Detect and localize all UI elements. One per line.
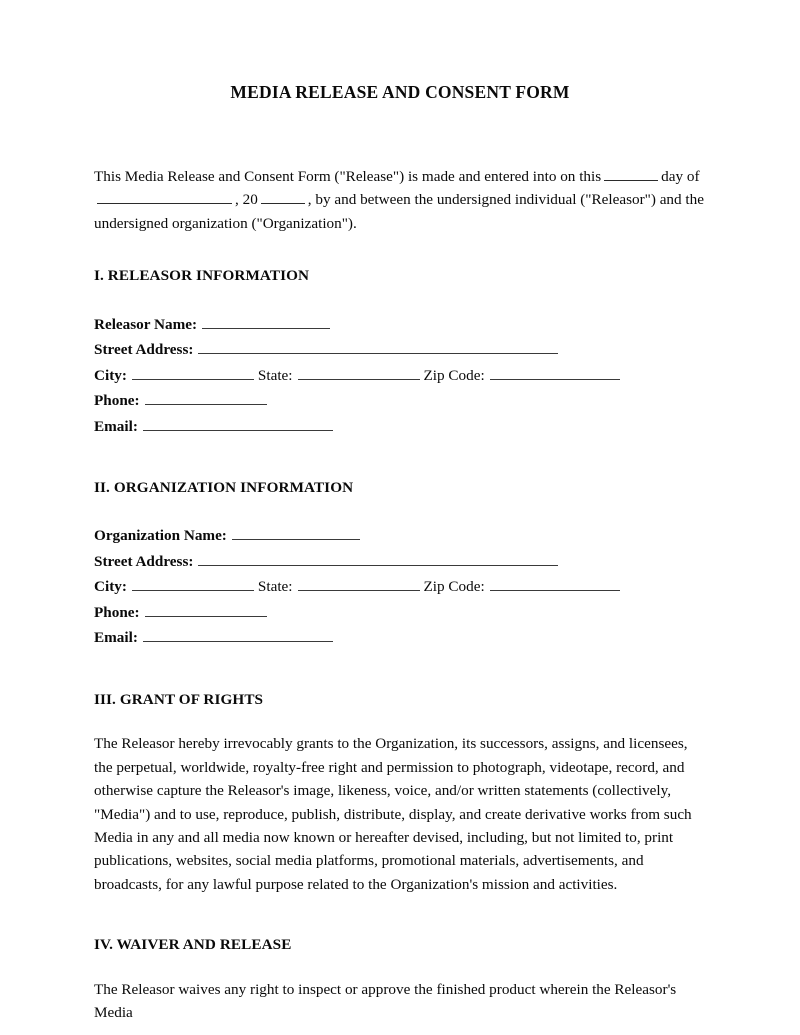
input-releasor-state[interactable] [298,367,420,380]
intro-paragraph [94,165,706,235]
input-releasor-email[interactable] [143,418,333,431]
intro-text-part1: This Media Release and Consent Form ("Release") is made and entered into on this [94,168,602,185]
input-organization-email[interactable] [143,630,333,643]
field-row-organization-city-state-zip [94,574,706,600]
field-row-releasor-street-address [94,337,706,363]
input-organization-phone[interactable] [145,604,267,617]
page-title: MEDIA RELEASE AND CONSENT FORM [230,82,570,102]
blank-day[interactable] [604,168,658,181]
field-label-releasor-city: City: [94,366,127,384]
field-row-organization-email [94,625,706,651]
releasor-information-fields [94,312,706,440]
field-label-organization-name: Organization Name: [94,527,227,544]
waiver-and-release-body: The Releasor waives any right to inspect or approve the finished product wherein the Releasor's Media [94,980,677,1022]
field-label-organization-phone: Phone: [94,603,140,621]
organization-information-fields [94,523,706,651]
field-row-organization-phone [94,600,706,626]
field-row-organization-street-address [94,549,706,575]
section-heading-waiver-and-release: IV. WAIVER AND RELEASE [94,936,292,954]
input-organization-street-address[interactable] [198,553,558,566]
input-organization-city[interactable] [132,578,254,591]
input-releasor-street-address[interactable] [198,341,558,354]
document-content [94,0,706,1024]
field-label-releasor-zip-code: Zip Code: [423,366,485,384]
field-label-releasor-name: Releasor Name: [94,315,198,333]
input-releasor-zip-code[interactable] [490,367,620,380]
input-releasor-city[interactable] [132,367,254,380]
field-label-organization-state: State: [257,578,293,596]
field-row-releasor-city-state-zip [94,363,706,389]
field-label-releasor-phone: Phone: [94,392,140,410]
intro-text-part4: , by and between the undersigned individual ("Releasor") and the undersigned organization ("Organization"). [94,191,704,232]
field-row-releasor-phone [94,388,706,414]
input-organization-zip-code[interactable] [490,578,620,591]
blank-month[interactable] [97,191,232,204]
field-label-organization-street-address: Street Address: [94,552,194,570]
intro-text-part3: , 20 [235,191,258,209]
input-organization-state[interactable] [298,578,420,591]
field-label-organization-zip-code: Zip Code: [423,578,485,596]
field-label-releasor-email: Email: [94,418,138,435]
section-heading-organization-information: II. ORGANIZATION INFORMATION [94,478,354,496]
field-label-releasor-state: State: [257,366,293,384]
intro-text-part2: day of [661,168,700,185]
field-row-releasor-name [94,312,706,338]
section-heading-releasor-information: I. RELEASOR INFORMATION [94,267,310,285]
input-organization-name[interactable] [232,527,360,540]
field-row-releasor-email [94,414,706,440]
blank-year[interactable] [261,191,305,204]
field-label-organization-email: Email: [94,629,138,647]
section-heading-grant-of-rights: III. GRANT OF RIGHTS [94,690,264,708]
field-label-releasor-street-address: Street Address: [94,341,194,359]
grant-of-rights-body: The Releasor hereby irrevocably grants to the Organization, its successors, assigns, and licensees, the perpetual, worldwide, royalty-free right and permission to photograph, videotape, record, and otherwise capture the Releasor's image, likeness, voice, and/or written statements (collectively, "Media") and to use, reproduce, publish, distribute, display, and create derivative works from such Media in any and all media now known or hereafter devised, including, but not limited to, print publications, websites, social media platforms, promotional materials, advertisements, and broadcasts, for any lawful purpose related to the Organization's mission and activities. [94,735,692,893]
input-releasor-name[interactable] [202,316,330,329]
input-releasor-phone[interactable] [145,393,267,406]
field-label-organization-city: City: [94,578,127,596]
field-row-organization-name [94,523,706,549]
